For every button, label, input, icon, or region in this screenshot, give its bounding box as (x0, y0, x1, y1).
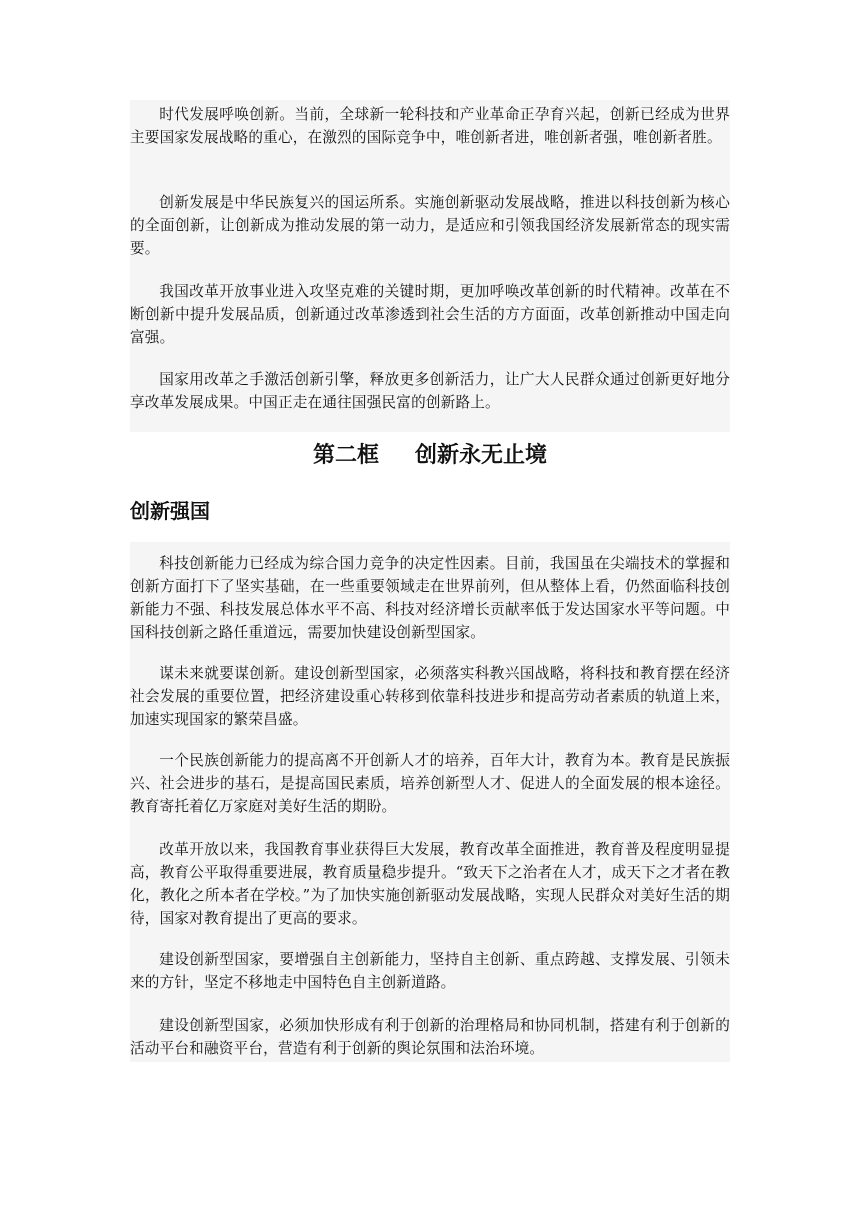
paragraph: 时代发展呼唤创新。当前，全球新一轮科技和产业革命正孕育兴起，创新已经成为世界主要国家发展战略的重心，在激烈的国际竞争中，唯创新者进，唯创新者强，唯创新者胜。 (130, 106, 730, 146)
paragraph: 建设创新型国家，必须加快形成有利于创新的治理格局和协同机制，搭建有利于创新的活动平台和融资平台，营造有利于创新的舆论氛围和法治环境。 (130, 1017, 730, 1057)
section-subheading: 创新强国 (130, 499, 210, 523)
paragraph: 一个民族创新能力的提高离不开创新人才的培养，百年大计，教育为本。教育是民族振兴、社会进步的基石，是提高国民素质，培养创新型人才、促进人的全面发展的根本途径。教育寄托着亿万家庭对美好生活的期盼。 (130, 752, 730, 815)
paragraph: 谋未来就要谋创新。建设创新型国家，必须落实科教兴国战略，将科技和教育摆在经济社会发展的重要位置，把经济建设重心转移到依靠科技进步和提高劳动者素质的轨道上来，加速实现国家的繁荣昌盛。 (130, 665, 730, 728)
chapter-heading-number: 第二框 (312, 443, 379, 468)
paragraph: 改革开放以来，我国教育事业获得巨大发展，教育改革全面推进，教育普及程度明显提高，教育公平取得重要进展，教育质量稳步提升。“致天下之治者在人才，成天下之才者在教化，教化之所本者在学校。”为了加快实施创新驱动发展战略，实现人民群众对美好生活的期待，国家对教育提出了更高的要求。 (130, 841, 730, 927)
chapter-heading (130, 438, 730, 474)
paragraph: 我国改革开放事业进入攻坚克难的关键时期，更加呼唤改革创新的时代精神。改革在不断创新中提升发展品质，创新通过改革渗透到社会生活的方方面面，改革创新推动中国走向富强。 (130, 283, 730, 346)
paragraph: 创新发展是中华民族复兴的国运所系。实施创新驱动发展战略，推进以科技创新为核心的全面创新，让创新成为推动发展的第一动力，是适应和引领我国经济发展新常态的现实需要。 (130, 194, 730, 257)
paragraph: 建设创新型国家，要增强自主创新能力，坚持自主创新、重点跨越、支撑发展、引领未来的方针，坚定不移地走中国特色自主创新道路。 (130, 951, 730, 991)
chapter-heading-title: 创新永无止境 (415, 443, 548, 468)
paragraph: 科技创新能力已经成为综合国力竞争的决定性因素。目前，我国虽在尖端技术的掌握和创新方面打下了坚实基础，在一些重要领域走在世界前列，但从整体上看，仍然面临科技创新能力不强、科技发展总体水平不高、科技对经济增长贡献率低于发达国家水平等问题。中国科技创新之路任重道远，需要加快建设创新型国家。 (130, 555, 730, 641)
paragraph: 国家用改革之手激活创新引擎，释放更多创新活力，让广大人民群众通过创新更好地分享改革发展成果。中国正走在通往国强民富的创新路上。 (130, 371, 730, 411)
